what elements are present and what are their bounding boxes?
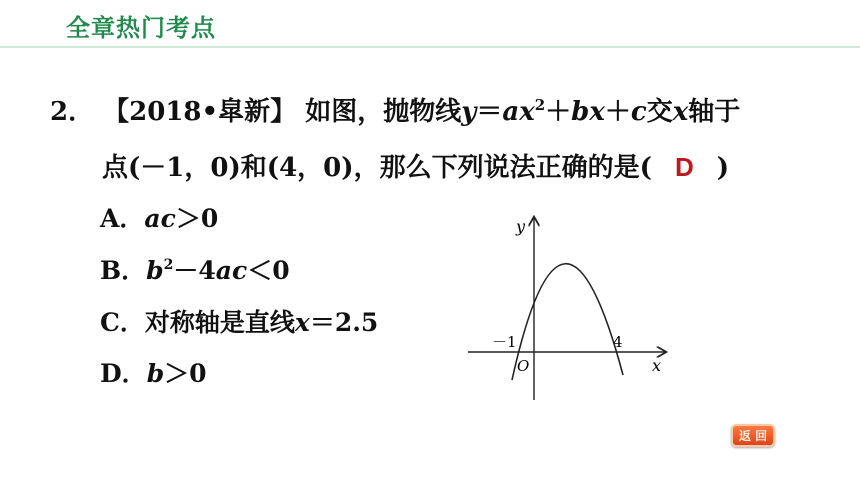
option-c	[100, 303, 378, 339]
option-a-expr: ac	[144, 204, 176, 233]
header-divider	[0, 46, 860, 48]
term-bx: bx	[571, 97, 605, 127]
option-d	[100, 354, 207, 390]
option-b-ac: ac	[215, 256, 248, 285]
plus-sign-2: ＋	[604, 97, 631, 127]
question-stem-line2: 点(－1，0)和(4，0)，那么下列说法正确的是(	[102, 153, 652, 183]
option-c-var: x	[294, 308, 310, 337]
term-c: c	[630, 97, 647, 127]
question-stem-c: 轴于	[688, 97, 741, 127]
question-number: 2．	[50, 97, 95, 127]
option-c-rest: ＝2.5	[309, 308, 379, 337]
option-b-minus: －4	[173, 256, 216, 285]
root-right-label: 4	[613, 333, 623, 351]
root-left-label: －1	[492, 333, 517, 351]
option-c-text: 对称轴是直线	[144, 308, 295, 337]
option-c-label: C．	[100, 308, 145, 337]
close-paren: )	[716, 153, 730, 183]
option-d-rest: ＞0	[164, 359, 207, 388]
back-button[interactable]: 返 回	[731, 424, 775, 447]
var-y: y	[461, 97, 477, 127]
option-d-expr: b	[146, 359, 165, 388]
origin-label: O	[517, 357, 530, 375]
parabola-graph	[460, 210, 675, 405]
var-x: x	[672, 97, 689, 127]
section-title: 全章热门考点	[66, 14, 216, 42]
question-line-2	[102, 147, 729, 184]
y-axis-label: y	[516, 217, 526, 236]
answer-choice: D	[674, 152, 694, 182]
question-line-1	[50, 91, 740, 128]
option-a-rest: ＞0	[175, 204, 219, 233]
option-b-b: b	[146, 256, 164, 285]
option-d-label: D．	[100, 359, 147, 388]
exponent: 2	[534, 96, 546, 114]
option-a-label: A．	[100, 204, 145, 233]
x-axis-label: x	[652, 356, 662, 375]
option-b-rest: ＜0	[247, 256, 290, 285]
option-a	[100, 199, 218, 235]
option-b-exp: 2	[163, 257, 174, 273]
question-source: 【2018•皐新】	[103, 97, 297, 127]
option-b-label: B．	[100, 256, 147, 285]
plus-sign: ＋	[545, 97, 572, 127]
option-b	[100, 251, 290, 287]
question-stem: 如图，抛物线	[305, 97, 462, 127]
term-ax: ax	[502, 97, 535, 127]
equals-sign: ＝	[476, 97, 503, 127]
question-stem-b: 交	[646, 97, 673, 127]
